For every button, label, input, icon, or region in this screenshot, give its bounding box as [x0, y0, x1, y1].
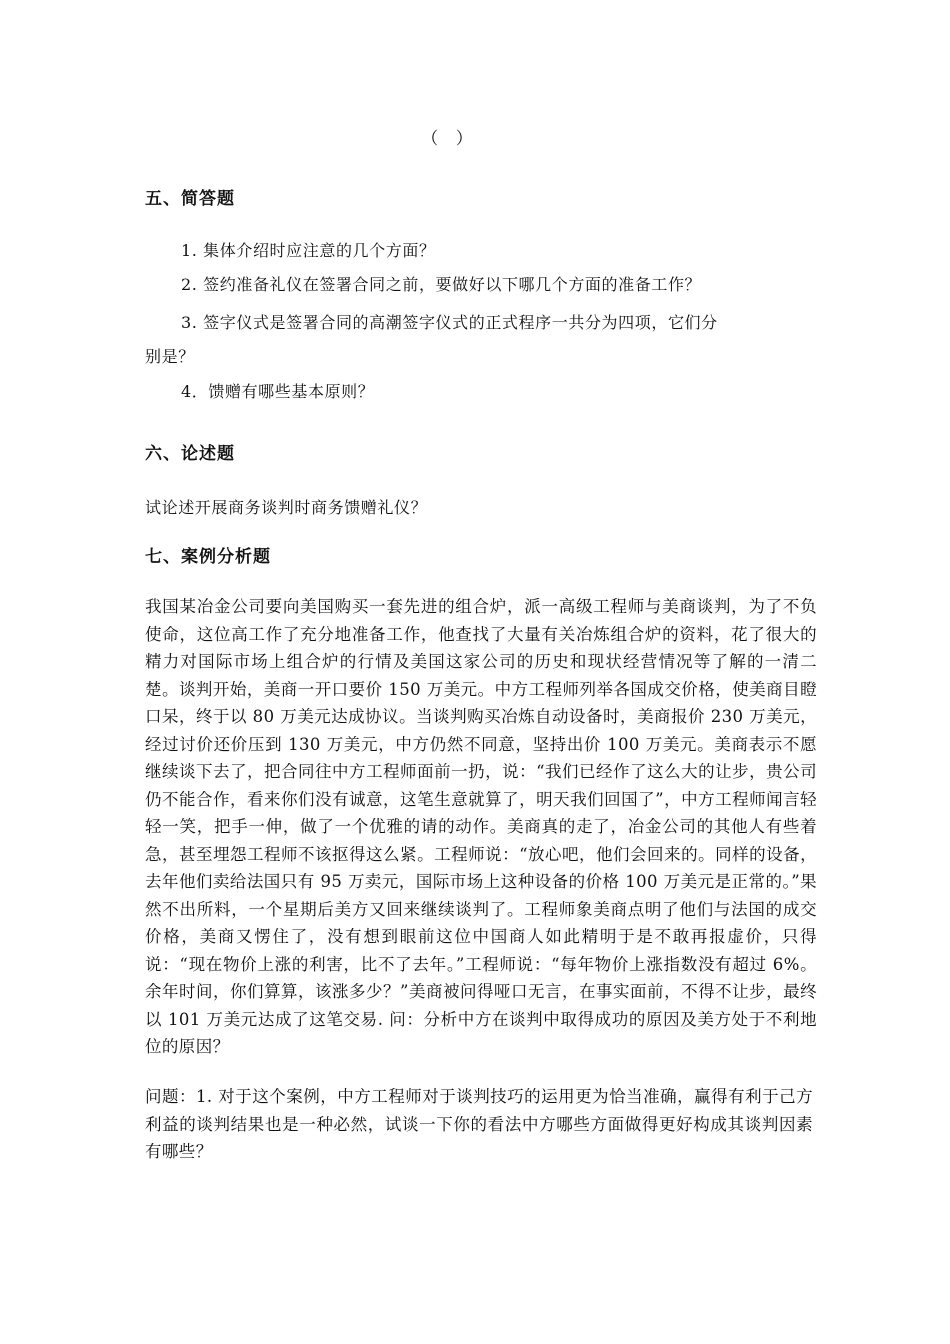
answer-blank: （ ）	[421, 129, 479, 149]
question-2	[145, 268, 805, 302]
case-study-text: 我国某冶金公司要向美国购买一套先进的组合炉，派一高级工程师与美商谈判，为了不负使命，这位高工作了充分地准备工作，他查找了大量有关冶炼组合炉的资料，花了很大的精力对国际市场上组合炉的行情及美国这家公司的历史和现状经营情况等了解的一清二楚。谈判开始，美商一开口要价 150 万美元。中方工程师列举各国成交价格，使美商目瞪口呆，终于以 80 万美元达成协议。当谈判购买冶炼自动设备时，美商报价 230 万美元，经过讨价还价压到 130 万美元，中方仍然不同意，坚持出价 100 万美元。美商表示不愿继续谈下去了，把合同往中方工程师面前一扔，说：“我们已经作了这么大的让步，贵公司仍不能合作，看来你们没有诚意，这笔生意就算了，明天我们回国了”，中方工程师闻言轻轻一笑，把手一伸，做了一个优雅的请的动作。美商真的走了，冶金公司的其他人有些着急，甚至埋怨工程师不该抠得这么紧。工程师说：“放心吧，他们会回来的。同样的设备，去年他们卖给法国只有 95 万卖元，国际市场上这种设备的价格 100 万美元是正常的。”果然不出所料，一个星期后美方又回来继续谈判了。工程师象美商点明了他们与法国的成交价格，美商又愣住了，没有想到眼前这位中国商人如此精明于是不敢再报虚价，只得说：“现在物价上涨的利害，比不了去年。”工程师说：“每年物价上涨指数没有超过 6%。余年时间，你们算算，该涨多少？”美商被问得哑口无言，在事实面前，不得不让步，最终以 101 万美元达成了这笔交易. 问：分析中方在谈判中取得成功的原因及美方处于不利地位的原因？	[145, 597, 817, 1056]
section-heading-short-answer: 五、简答题	[145, 189, 235, 209]
question-3-text-line2: 别是？	[145, 347, 195, 366]
section-heading-essay: 六、论述题	[145, 444, 235, 464]
case-study-problem: 问题：1. 对于这个案例，中方工程师对于谈判技巧的运用更为恰当准确，赢得有利于己方利益的谈判结果也是一种必然，试谈一下你的看法中方哪些方面做得更好构成其谈判因素有哪些？	[145, 1087, 813, 1161]
essay-question: 试论述开展商务谈判时商务馈赠礼仪？	[145, 498, 428, 517]
question-1-text: 1. 集体介绍时应注意的几个方面？	[181, 241, 436, 260]
section-heading-case-analysis: 七、案例分析题	[145, 547, 271, 567]
question-2-text: 2. 签约准备礼仪在签署合同之前，要做好以下哪几个方面的准备工作？	[181, 275, 702, 294]
question-1	[145, 234, 805, 268]
question-4	[145, 375, 805, 409]
question-3-text-line1: 3. 签字仪式是签署合同的高潮签字仪式的正式程序一共分为四项，它们分	[181, 313, 718, 332]
question-3	[145, 306, 805, 374]
question-4-text: 4．馈赠有哪些基本原则？	[181, 382, 375, 401]
